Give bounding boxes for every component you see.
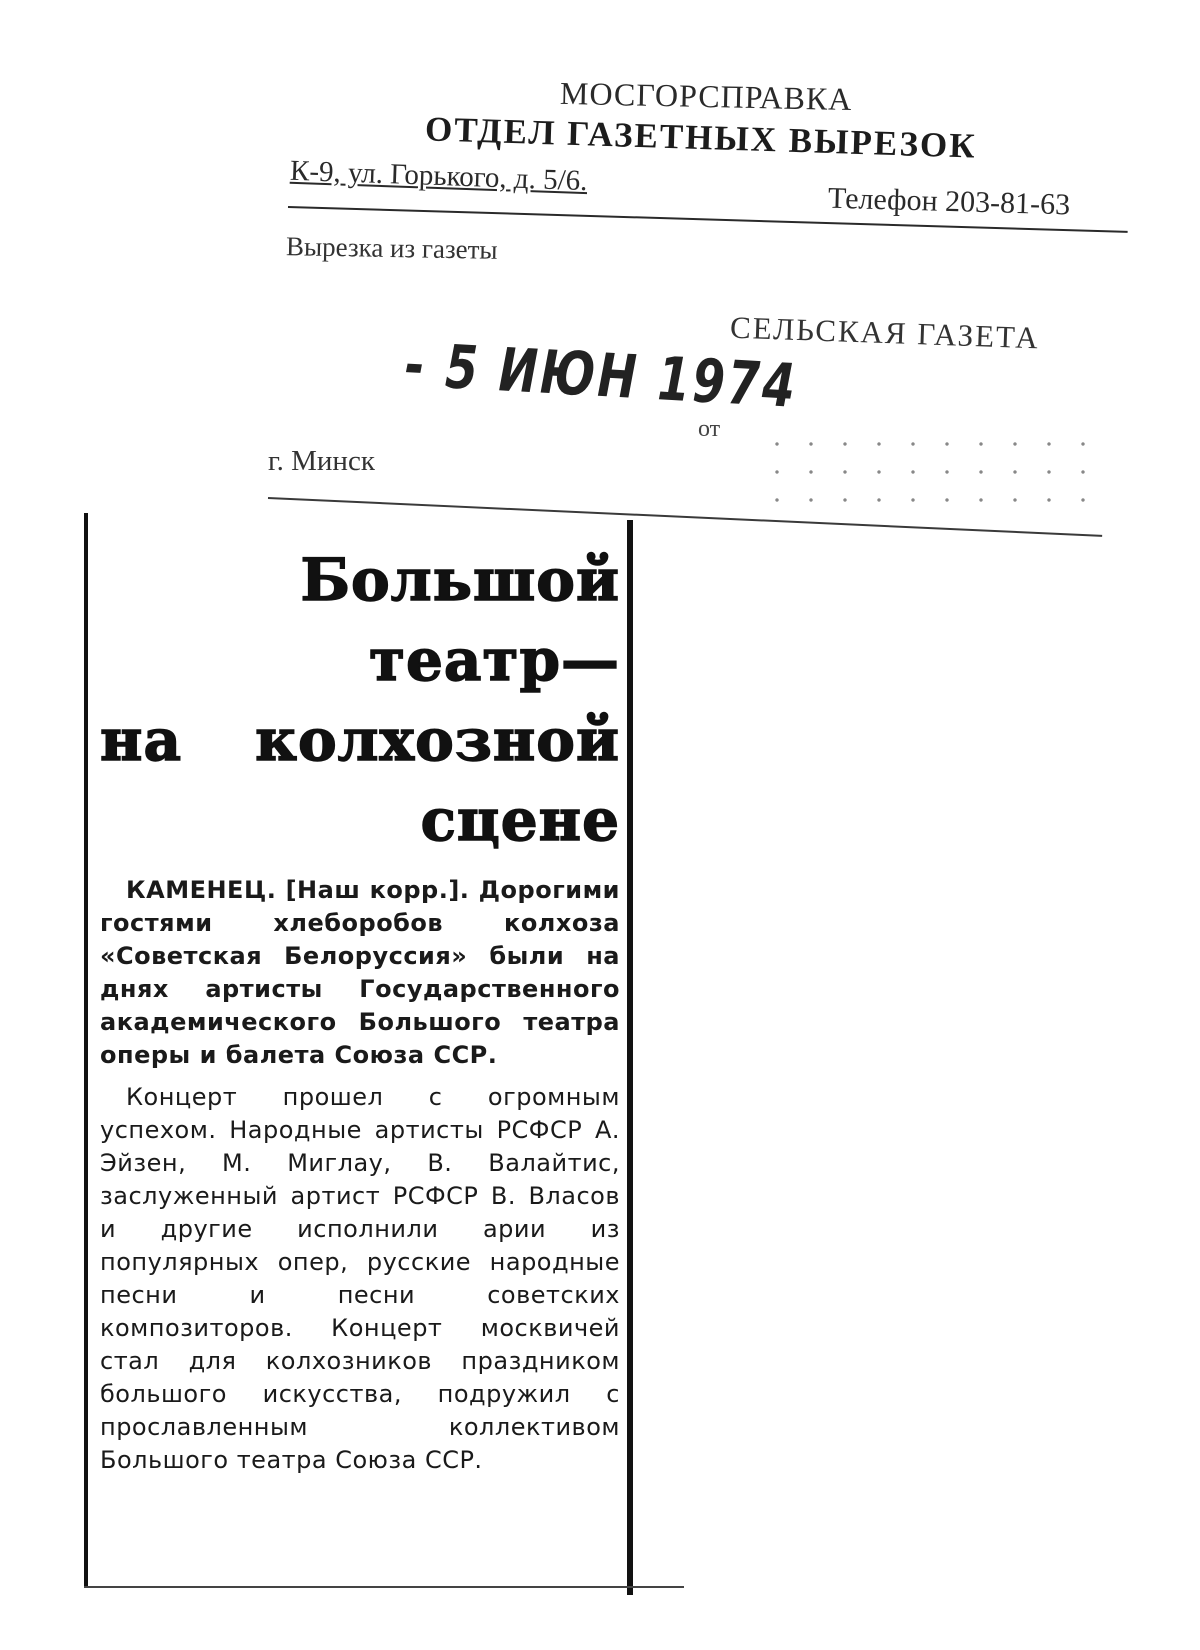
newspaper-clipping [100, 530, 620, 1477]
headline-word: на [100, 706, 183, 774]
address-text: К-9, ул. Горького, д. 5/6. [289, 154, 588, 198]
article-headline [100, 540, 620, 860]
bureau-address [290, 155, 588, 198]
clipping-left-border [84, 513, 88, 1588]
bureau-name: МОСГОРСПРАВКА [559, 74, 853, 118]
city-name: г. Минск [268, 445, 375, 477]
date-stamp: - 5 ИЮН 1974 [403, 330, 799, 422]
headline-line [100, 700, 620, 780]
article-lead-paragraph: КАМЕНЕЦ. [Наш корр.]. Дорогими гостями хлеборобов колхоза «Советская Белоруссия» были на днях артисты Государственного академического Большого театра оперы и балета Союза ССР. [100, 876, 620, 1069]
article-text [100, 874, 620, 1477]
from-label: от [698, 416, 721, 442]
department-name: ОТДЕЛ ГАЗЕТНЫХ ВЫРЕЗОК [424, 109, 978, 166]
article-body-paragraph: Концерт прошел с огромным успехом. Народные артисты РСФСР А. Эйзен, М. Миглау, В. Валайтис, заслуженный артист РСФСР В. Власов и другие исполнили арии из популярных опер, русские народные песни и песни советских композиторов. Концерт москвичей стал для колхозников праздником большого искусства, подружил с прославленным коллективом Большого театра Союза ССР. [100, 1083, 620, 1474]
clipping-bottom-border [84, 1586, 684, 1588]
newspaper-name: СЕЛЬСКАЯ ГАЗЕТА [729, 309, 1041, 356]
dotted-fill-line [760, 430, 1100, 520]
headline-line: театр— [369, 626, 620, 694]
headline-word: колхозной [255, 706, 620, 774]
clipping-right-border [627, 520, 633, 1595]
clipping-label: Вырезка из газеты [285, 231, 498, 265]
bureau-phone: Телефон 203-81-63 [827, 181, 1071, 222]
headline-line: сцене [420, 786, 620, 854]
headline-line: Большой [300, 546, 620, 614]
